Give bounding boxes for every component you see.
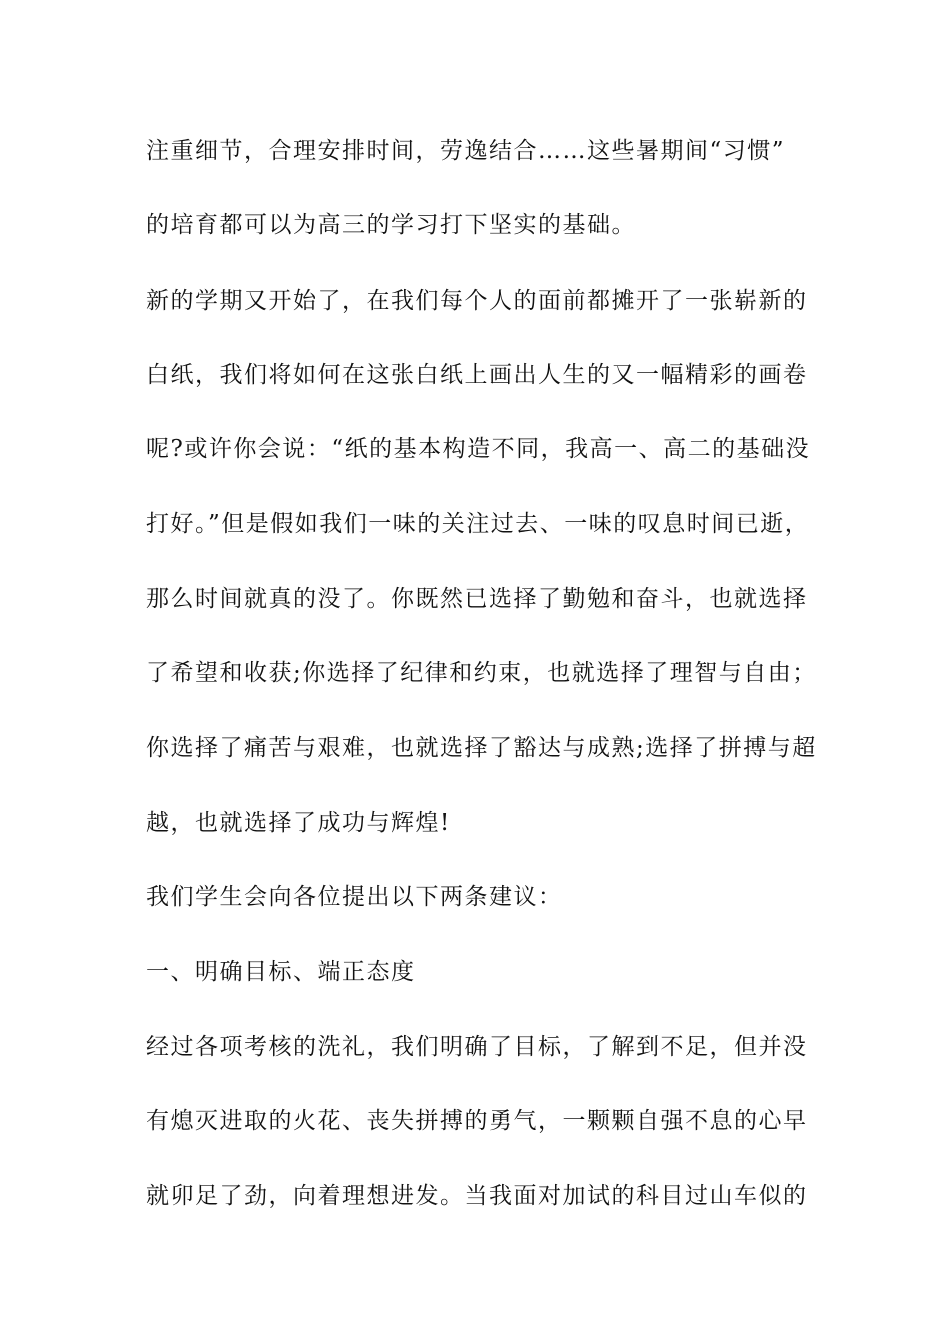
text-line: 你选择了痛苦与艰难，也就选择了豁达与成熟;选择了拼搏与超 [146,735,817,761]
text-line: 一、明确目标、端正态度 [146,959,416,985]
text-line: 越，也就选择了成功与辉煌! [146,810,451,836]
text-line: 我们学生会向各位提出以下两条建议： [146,884,563,910]
text-line: 了希望和收获;你选择了纪律和约束，也就选择了理智与自由； [146,660,817,686]
text-line: 有熄灭进取的火花、丧失拼搏的勇气，一颗颗自强不息的心早 [146,1108,808,1134]
text-line: 呢?或许你会说：“纸的基本构造不同，我高一、高二的基础没 [146,436,811,462]
text-line: 经过各项考核的洗礼，我们明确了目标，了解到不足，但并没 [146,1034,808,1060]
text-line: 新的学期又开始了，在我们每个人的面前都摊开了一张崭新的 [146,288,808,314]
text-line: 打好。”但是假如我们一味的关注过去、一味的叹息时间已逝， [146,511,810,537]
text-line: 的培育都可以为高三的学习打下坚实的基础。 [146,212,636,238]
text-line: 那么时间就真的没了。你既然已选择了勤勉和奋斗，也就选择 [146,586,808,612]
text-line: 注重细节，合理安排时间，劳逸结合……这些暑期间“习惯” [146,138,786,164]
text-line: 就卯足了劲，向着理想进发。当我面对加试的科目过山车似的 [146,1183,808,1209]
text-line: 白纸，我们将如何在这张白纸上画出人生的又一幅精彩的画卷 [146,362,808,388]
